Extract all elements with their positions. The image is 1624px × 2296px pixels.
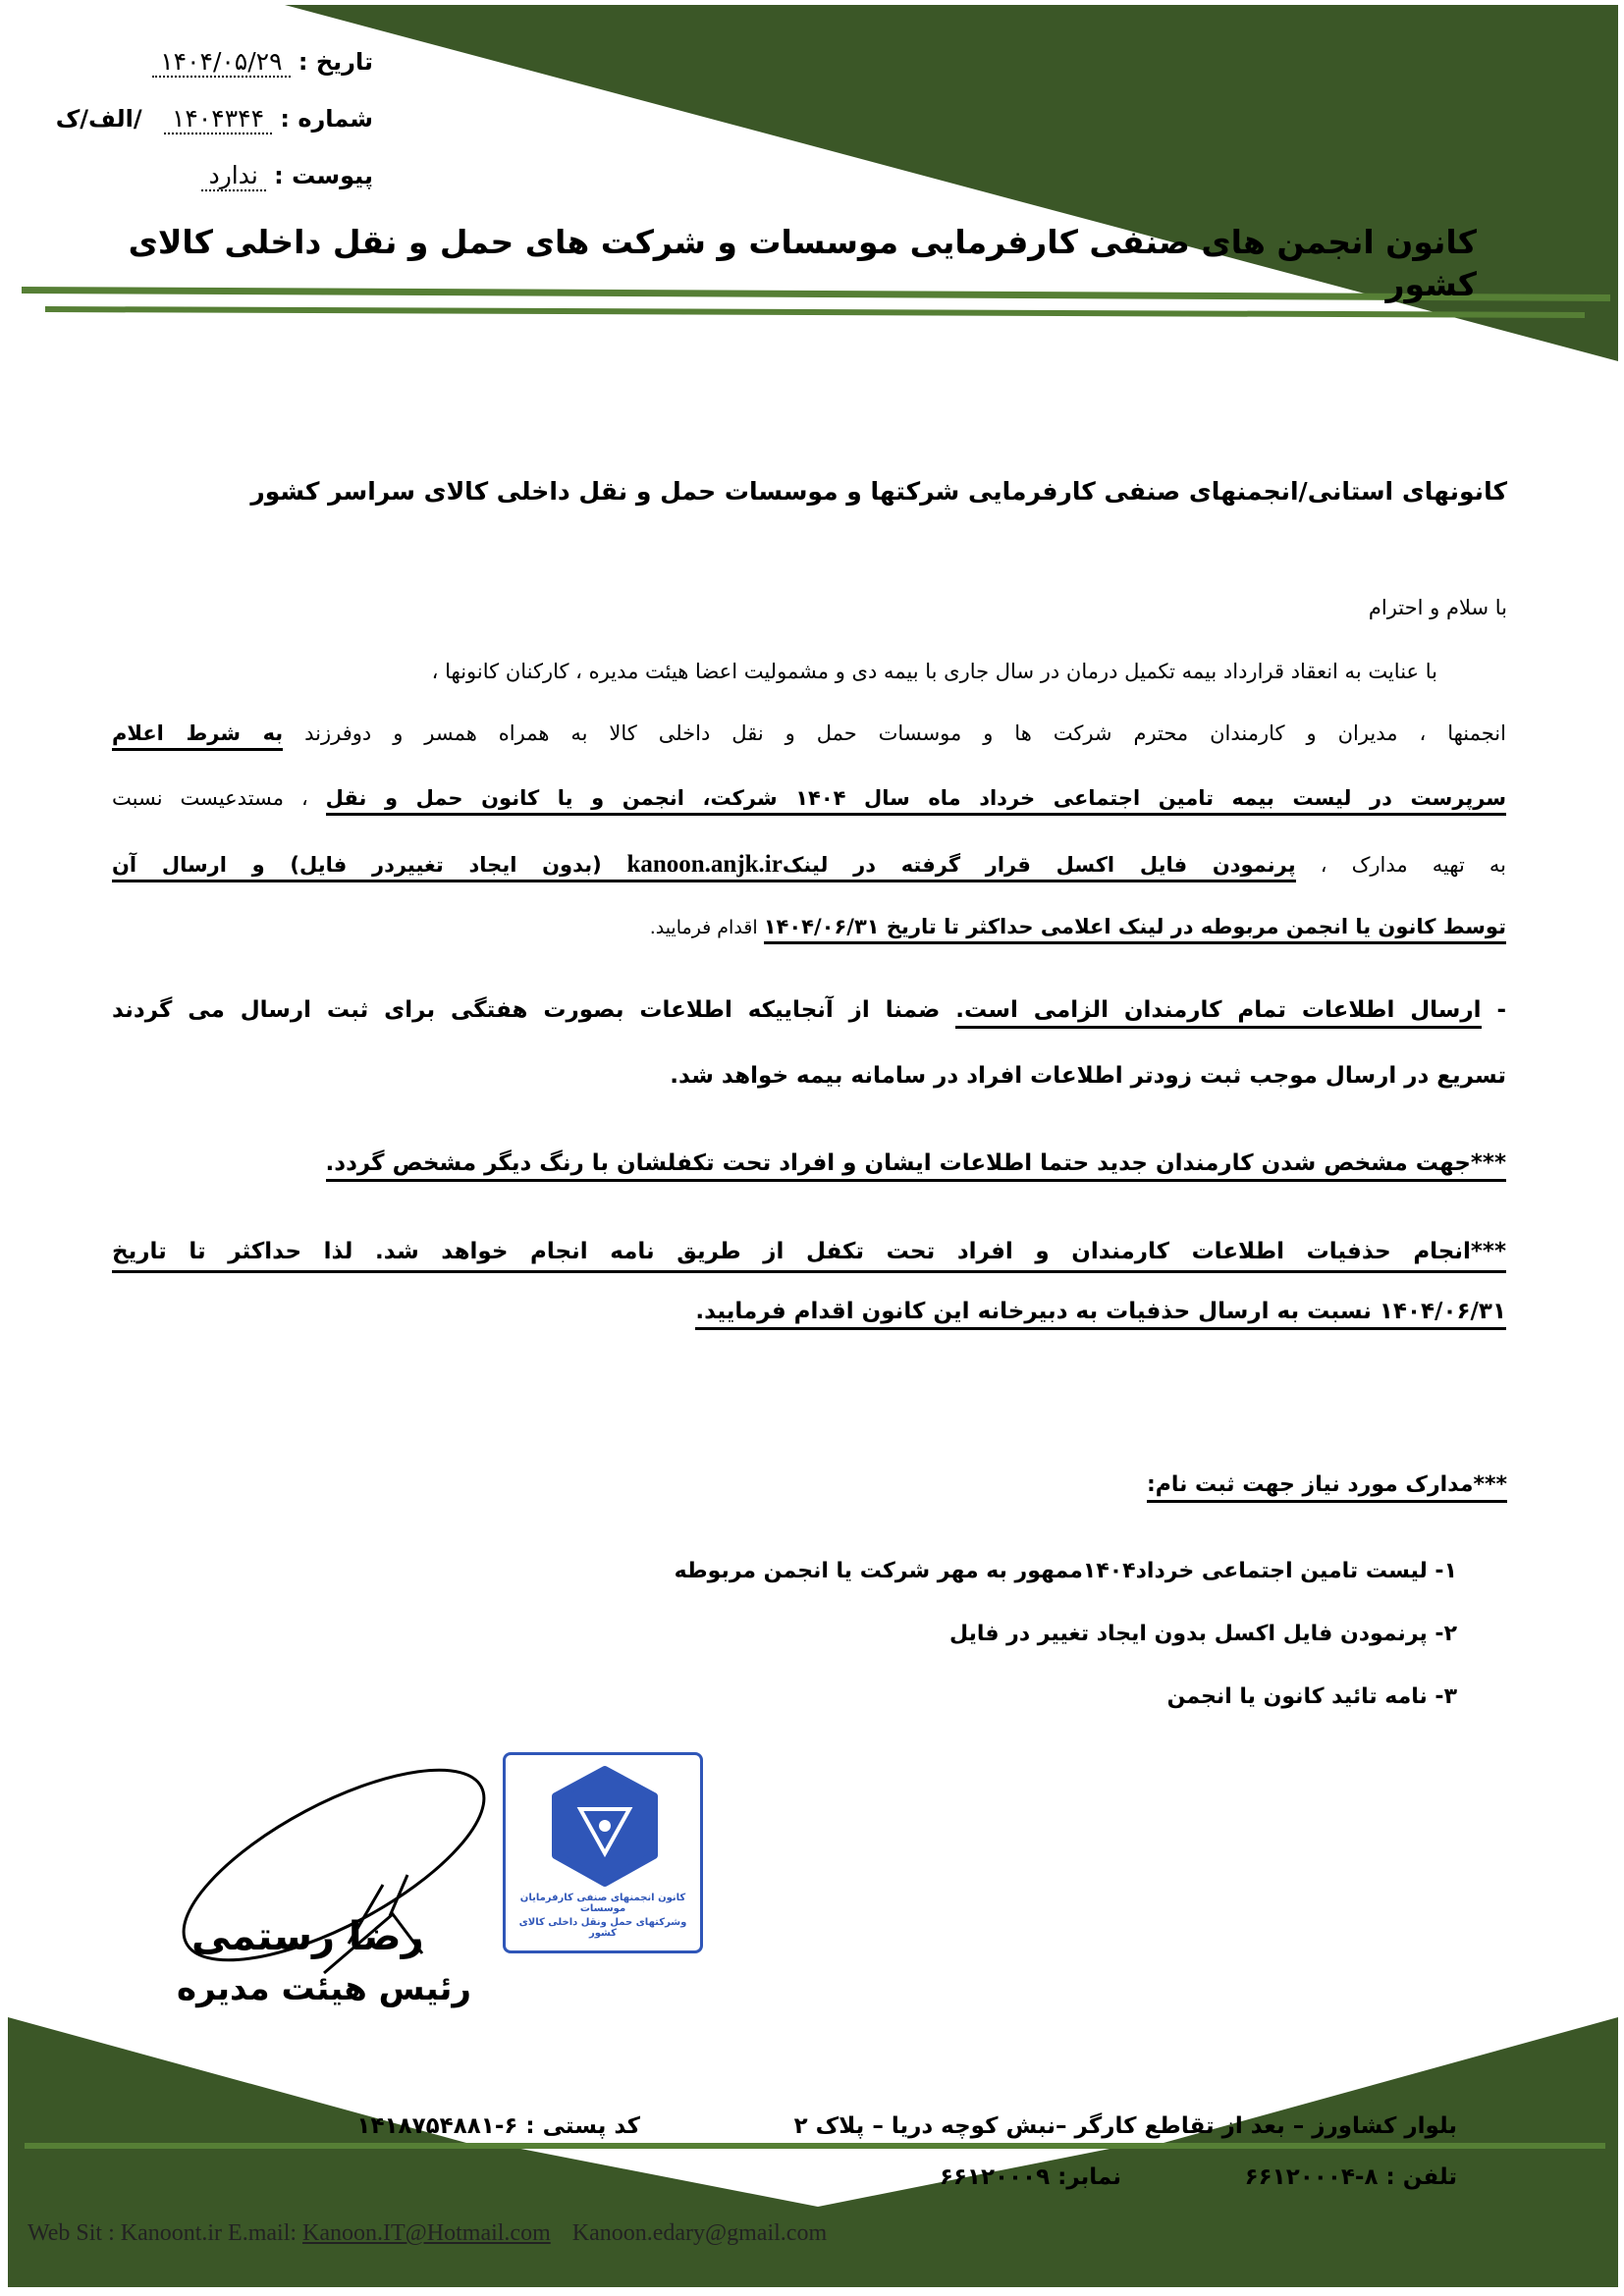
footer-postal [356, 2113, 640, 2139]
header-green-triangle [285, 5, 1618, 361]
organization-stamp [503, 1752, 703, 1953]
phone-label: تلفن : [1385, 2164, 1457, 2190]
number-label: شماره : [280, 105, 373, 133]
email-link-gmail[interactable]: Kanoon.edary@gmail.com [571, 2220, 828, 2246]
body-emphasis: پرنمودن فایل اکسل قرار گرفته در لینک [782, 853, 1296, 877]
number-value: ۱۴۰۴۳۴۴ [164, 104, 272, 134]
date-value: ۱۴۰۴/۰۵/۲۹ [152, 47, 290, 78]
deadline-text: توسط کانون یا انجمن مربوطه در لینک اعلامی حداکثر تا تاریخ ۱۴۰۴/۰۶/۳۱ [764, 915, 1506, 944]
deletion-notice: ۱۴۰۴/۰۶/۳۱ نسبت به ارسال حذفیات به دبیرخانه این کانون اقدام فرمایید. [695, 1299, 1506, 1330]
fax-value: ۶۶۱۲۰۰۰۹ [939, 2164, 1051, 2190]
body-text: اقدام فرمایید. [649, 917, 764, 938]
org-title: کانون انجمن های صنفی کارفرمایی موسسات و شرکت های حمل و نقل داخلی کالای کشور [128, 223, 1477, 303]
new-employee-notice: ***جهت مشخص شدن کارمندان جدید حتما اطلاعات ایشان و افراد تحت تکفلشان با رنگ دیگر مشخص گردد. [326, 1150, 1506, 1182]
phone-value: ۸-۶۶۱۲۰۰۰۴ [1244, 2164, 1379, 2190]
header-rule-2 [45, 306, 1585, 318]
recipient-heading: کانونهای استانی/انجمنهای صنفی کارفرمایی شرکتها و موسسات حمل و نقل داخلی کالای سراسر کشور [250, 477, 1507, 506]
footer-address: بلوار کشاورز – بعد از تقاطع کارگر –نبش کوچه دریا – پلاک ۲ [793, 2113, 1457, 2139]
body-text: ضمنا از آنجاییکه اطلاعات بصورت هفتگی برای ثبت ارسال می گردند [112, 997, 956, 1023]
body-text: با عنایت به انعقاد قرارداد بیمه تکمیل درمان در سال جاری با بیمه دی و مشمولیت اعضا هیئت مدیره ، کارکنان کانونها ، [431, 660, 1437, 683]
body-line-4 [112, 848, 1506, 881]
excel-link[interactable]: kanoon.anjk.ir [626, 851, 783, 878]
body-line-2 [112, 720, 1506, 747]
attachment-value: ندارد [201, 161, 266, 191]
footer-phone [1245, 2164, 1457, 2190]
number-suffix: /الف/ک [55, 105, 142, 133]
documents-heading [1147, 1472, 1507, 1497]
website-text: Web Sit : Kanoont.ir E.mail: [27, 2220, 303, 2246]
fax-label: نمابر: [1057, 2164, 1121, 2190]
attachment-field [201, 161, 373, 189]
footer-fax [940, 2164, 1121, 2190]
number-field [56, 104, 373, 133]
signatory-name: رضا رستمی [191, 1914, 424, 1959]
body-text: ، مستدعیست نسبت [112, 786, 326, 810]
body-line-6 [112, 995, 1506, 1026]
footer-rule [25, 2143, 1605, 2149]
date-label: تاریخ : [298, 48, 373, 76]
body-text: تسریع در ارسال موجب ثبت زودتر اطلاعات افراد در سامانه بیمه خواهد شد. [670, 1063, 1506, 1089]
body-line-3 [112, 784, 1506, 812]
email-link-hotmail[interactable]: Kanoon.IT@Hotmail.com [302, 2220, 551, 2246]
attachment-label: پیوست : [274, 162, 373, 189]
body-text: - [1481, 997, 1506, 1023]
postal-label: کد پستی : [525, 2113, 640, 2139]
document-item: ۱- لیست تامین اجتماعی خرداد۱۴۰۴ممهور به مهر شرکت یا انجمن مربوطه [674, 1559, 1457, 1583]
body-emphasis: به شرط اعلام [112, 721, 283, 751]
stamp-text-2: وشرکتهای حمل ونقل داخلی کالای کشور [518, 1917, 687, 1939]
body-line-9 [112, 1237, 1506, 1273]
body-line-5 [112, 913, 1506, 941]
body-line-8 [112, 1148, 1506, 1179]
deletion-notice: ***انجام حذفیات اطلاعات کارمندان و افراد تحت تکفل از طریق نامه انجام خواهد شد. لذا حداکثر تا تاریخ [112, 1237, 1506, 1273]
mandatory-notice: ارسال اطلاعات تمام کارمندان الزامی است. [955, 997, 1481, 1029]
document-item: ۳- نامه تائید کانون یا انجمن [1166, 1684, 1457, 1709]
footer-decoration [0, 2002, 1620, 2296]
postal-value: ۶-۱۴۱۸۷۵۴۸۸۱ [356, 2113, 518, 2139]
body-emphasis: (بدون ایجاد تغییردر فایل) و ارسال آن [112, 853, 627, 877]
documents-heading-text: ***مدارک مورد نیاز جهت ثبت نام: [1147, 1472, 1507, 1503]
footer-contact [27, 2220, 827, 2247]
stamp-text-1: کانون انجمنهای صنفی کارفرمایان موسسات [519, 1893, 686, 1914]
body-line-1 [122, 658, 1437, 685]
document-item: ۲- پرنمودن فایل اکسل بدون ایجاد تغییر در فایل [948, 1622, 1457, 1646]
body-line-10 [112, 1297, 1506, 1327]
salutation: با سلام و احترام [1368, 596, 1507, 619]
organization-logo [541, 1765, 669, 1888]
body-text: انجمنها ، مدیران و کارمندان محترم شرکت ها و موسسات حمل و نقل داخلی کالا به همراه همسر و دوفرزند [283, 721, 1506, 745]
body-emphasis: سرپرست در لیست بیمه تامین اجتماعی خرداد ماه سال ۱۴۰۴ شرکت، انجمن و یا کانون حمل و نقل [326, 786, 1506, 816]
date-field [152, 47, 373, 76]
body-text: به تهیه مدارک ، [1295, 853, 1507, 877]
signatory-title: رئیس هیئت مدیره [177, 1969, 471, 2008]
body-line-7 [112, 1061, 1506, 1092]
